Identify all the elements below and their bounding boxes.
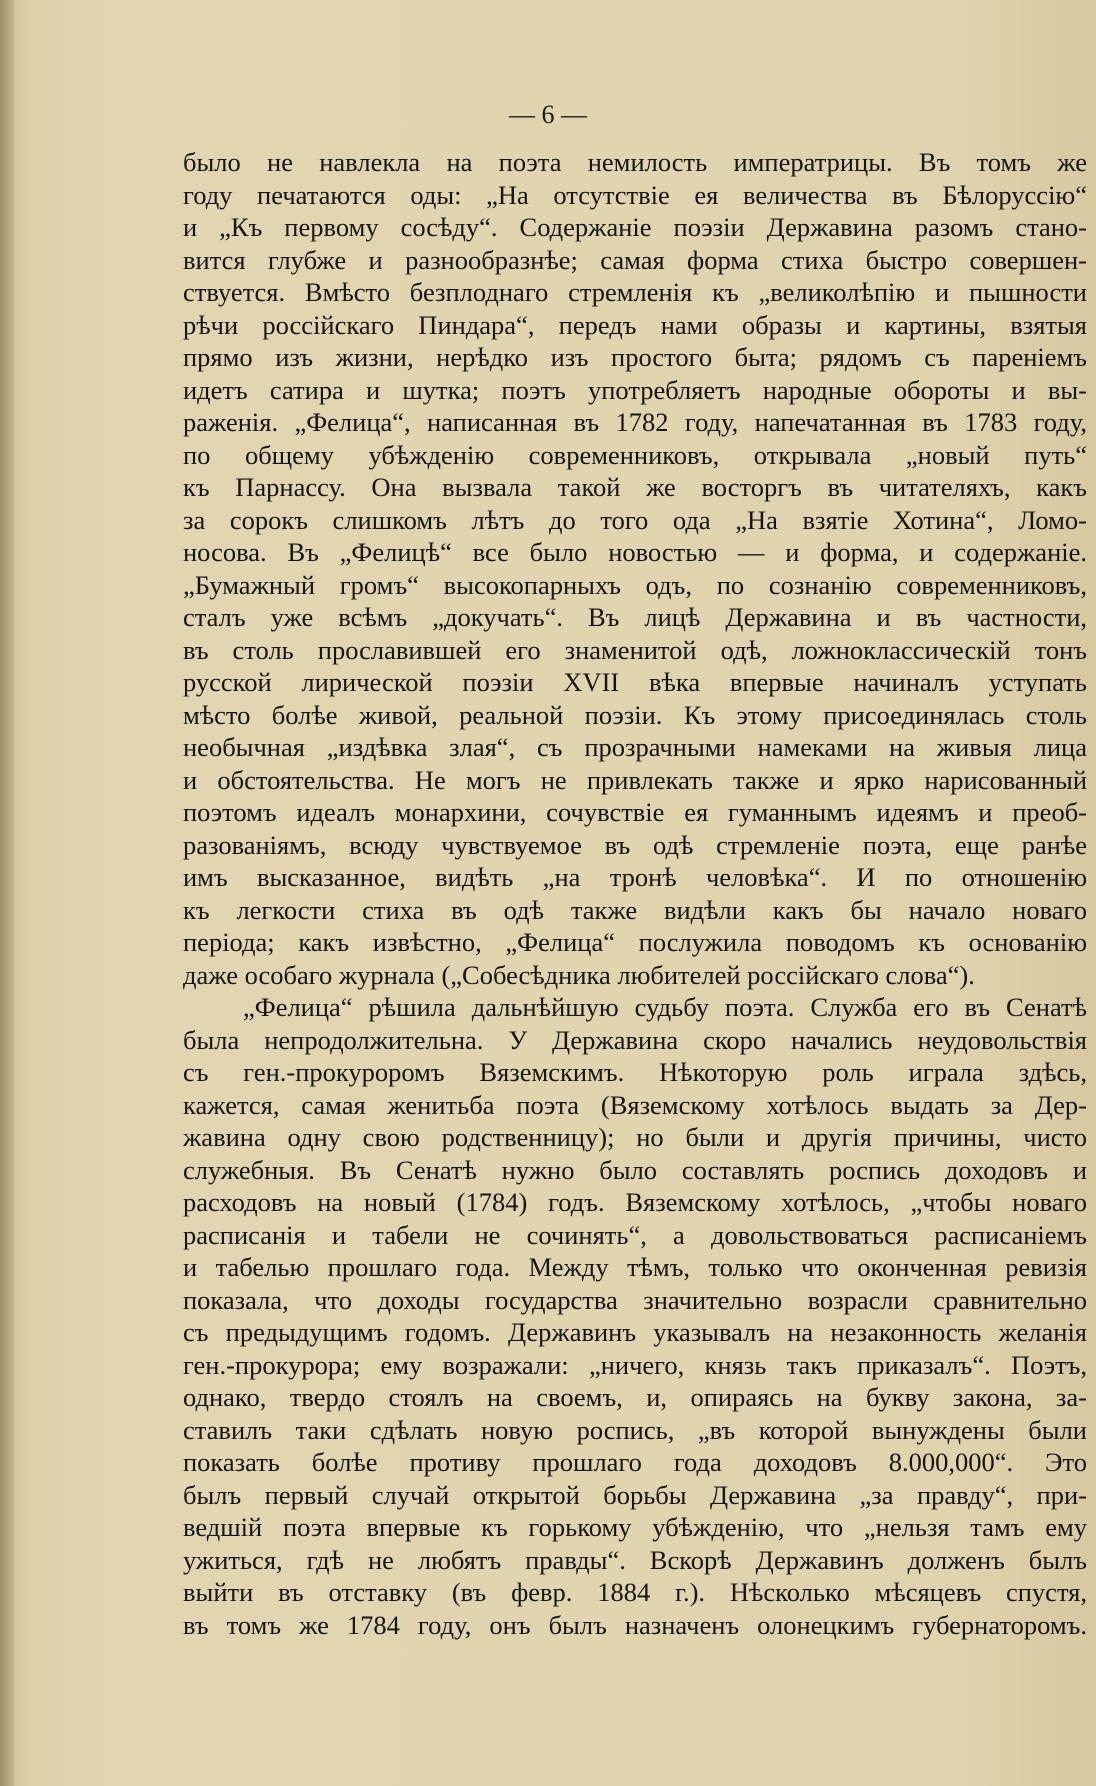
text-line: съ предыдущимъ годомъ. Державинъ указывалъ на незаконность желанія	[183, 1317, 1087, 1347]
text-line: было не навлекла на поэта немилость императрицы. Въ томъ же	[183, 147, 1087, 177]
text-line: русской лирической поэзіи XVII вѣка впервые начиналъ уступать	[183, 667, 1087, 697]
text-line: рѣчи россійскаго Пиндара“, передъ нами образы и картины, взятыя	[183, 309, 1087, 340]
text-line: раженія. „Фелица“, написанная въ 1782 году, напечатанная въ 1783 году,	[183, 407, 1087, 437]
text-line: періода; какъ извѣстно, „Фелица“ послужила поводомъ къ основанію	[183, 927, 1087, 957]
text-line: показать болѣе противу прошлаго года доходовъ 8.000,000“. Это	[183, 1447, 1087, 1477]
text-line: носова. Въ „Фелицѣ“ все было новостью — и форма, и содержаніе.	[183, 537, 1087, 567]
text-line: показала, что доходы государства значительно возрасли сравнительно	[183, 1284, 1087, 1315]
text-line: даже особаго журнала („Собесѣдника любителей россійскаго слова“).	[183, 959, 975, 990]
text-line: необычная „издѣвка злая“, съ прозрачными намеками на живыя лица	[183, 732, 1087, 762]
text-line: кажется, самая женитьба поэта (Вяземскому хотѣлось выдать за Дер-	[183, 1089, 1087, 1120]
text-line: расписанія и табели не сочинять“, а довольствоваться расписаніемъ	[183, 1219, 1087, 1250]
text-line: ген.-прокурора; ему возражали: „ничего, князь такъ приказалъ“. Поэтъ,	[183, 1349, 1087, 1380]
text-line: „Фелица“ рѣшила дальнѣйшую судьбу поэта. Служба его въ Сенатѣ	[243, 992, 1087, 1022]
text-line: ведшій поэта впервые къ горькому убѣжденію, что „нельзя тамъ ему	[183, 1512, 1087, 1542]
text-line: ужиться, гдѣ не любятъ правды“. Вскорѣ Державинъ долженъ былъ	[183, 1544, 1087, 1575]
text-line: ствуется. Вмѣсто безплоднаго стремленія къ „великолѣпію и пышности	[183, 277, 1087, 307]
text-line: однако, твердо стоялъ на своемъ, и, опираясь на букву закона, за-	[183, 1382, 1087, 1412]
text-line: за сорокъ слишкомъ лѣтъ до того ода „На взятіе Хотина“, Ломо-	[183, 504, 1087, 535]
text-line: разованіямъ, всюду чувствуемое въ одѣ стремленіе поэта, еще ранѣе	[183, 829, 1087, 860]
text-line: къ Парнассу. Она вызвала такой же восторгъ въ читателяхъ, какъ	[183, 472, 1087, 502]
text-line: и обстоятельства. Не могъ не привлекать также и ярко нарисованный	[183, 764, 1087, 795]
text-line: году печатаются оды: „На отсутствіе ея величества въ Бѣлоруссію“	[183, 179, 1087, 210]
text-line: ставилъ таки сдѣлать новую роспись, „въ которой вынуждены были	[183, 1414, 1087, 1445]
text-line: служебныя. Въ Сенатѣ нужно было составлять роспись доходовъ и	[183, 1154, 1087, 1185]
text-line: съ ген.-прокуроромъ Вяземскимъ. Нѣкоторую роль играла здѣсь,	[183, 1057, 1087, 1087]
text-line: вится глубже и разнообразнѣе; самая форма стиха быстро совершен-	[183, 244, 1087, 275]
page-number: — 6 —	[509, 100, 587, 129]
text-line: и „Къ первому сосѣду“. Содержаніе поэзіи Державина разомъ стано-	[183, 212, 1087, 242]
page-binding-edge	[0, 0, 14, 1786]
text-line: по общему убѣжденію современниковъ, открывала „новый путь“	[183, 439, 1087, 470]
text-line: выйти въ отставку (въ февр. 1884 г.). Нѣсколько мѣсяцевъ спустя,	[183, 1577, 1087, 1607]
text-line: мѣсто болѣе живой, реальной поэзіи. Къ этому присоединялась столь	[183, 699, 1087, 730]
text-line: въ столь прославившей его знаменитой одѣ, ложноклассическій тонъ	[183, 634, 1087, 665]
text-line: былъ первый случай открытой борьбы Державина „за правду“, при-	[183, 1479, 1087, 1510]
text-line: и табелью прошлаго года. Между тѣмъ, только что оконченная ревизія	[183, 1252, 1087, 1282]
text-line: сталъ уже всѣмъ „докучать“. Въ лицѣ Державина и въ частности,	[183, 602, 1087, 632]
text-line: поэтомъ идеалъ монархини, сочувствіе ея гуманнымъ идеямъ и преоб-	[183, 797, 1087, 827]
body-text	[183, 146, 1087, 1641]
text-line: идетъ сатира и шутка; поэтъ употребляетъ народные обороты и вы-	[183, 374, 1087, 405]
text-line: расходовъ на новый (1784) годъ. Вяземскому хотѣлось, „чтобы новаго	[183, 1187, 1087, 1217]
text-line: имъ высказанное, видѣть „на тронѣ человѣка“. И по отношенію	[183, 862, 1087, 892]
text-line: въ томъ же 1784 году, онъ былъ назначенъ олонецкимъ губернаторомъ.	[183, 1609, 1087, 1640]
text-line: „Бумажный громъ“ высокопарныхъ одъ, по сознанію современниковъ,	[183, 569, 1087, 600]
text-line: была непродолжительна. У Державина скоро начались неудовольствія	[183, 1024, 1087, 1055]
text-line: къ легкости стиха въ одѣ также видѣли какъ бы начало новаго	[183, 894, 1087, 925]
text-line: прямо изъ жизни, нерѣдко изъ простого быта; рядомъ съ пареніемъ	[183, 342, 1087, 372]
text-line: жавина одну свою родственницу); но были и другія причины, чисто	[183, 1122, 1087, 1152]
